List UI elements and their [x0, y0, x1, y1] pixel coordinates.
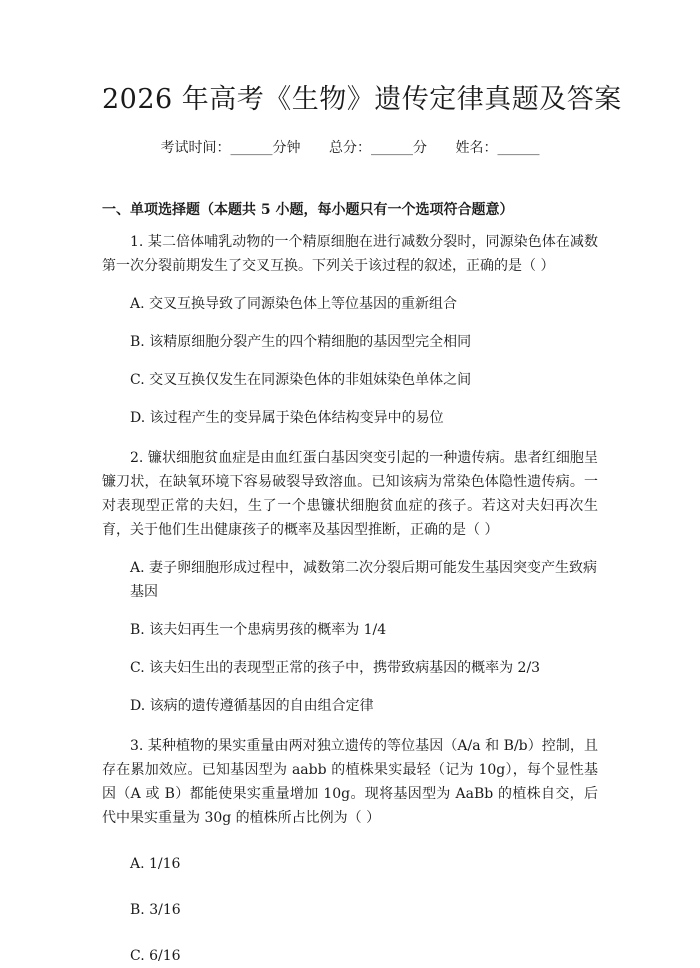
option-a: A. 1/16	[130, 856, 181, 872]
time-unit: 分钟	[272, 140, 301, 156]
option-c: C. 交叉互换仅发生在同源染色体的非姐妹染色单体之间	[130, 372, 472, 388]
option-c: C. 该夫妇生出的表现型正常的孩子中，携带致病基因的概率为 2/3	[130, 660, 541, 676]
question-block	[102, 230, 598, 430]
option-b: B. 3/16	[130, 902, 181, 918]
time-blank: ______	[230, 140, 273, 156]
exam-score	[329, 140, 427, 156]
option-d: D. 该病的遗传遵循基因的自由组合定律	[130, 698, 374, 714]
score-blank: ______	[371, 140, 413, 156]
option-a: A. 交叉互换导致了同源染色体上等位基因的重新组合	[130, 296, 458, 312]
page-title: 2026 年高考《生物》遗传定律真题及答案	[102, 84, 622, 115]
score-label: 总分：	[329, 140, 371, 156]
question-block	[102, 446, 598, 718]
option-b: B. 该精原细胞分裂产生的四个精细胞的基因型完全相同	[130, 334, 472, 350]
question-block	[102, 734, 598, 968]
option-a: A. 妻子卵细胞形成过程中，减数第二次分裂后期可能发生基因突变产生致病基因	[130, 560, 598, 600]
name-label: 姓名：	[455, 140, 498, 156]
time-label: 考试时间：	[160, 140, 231, 156]
option-b: B. 该夫妇再生一个患病男孩的概率为 1/4	[130, 622, 387, 638]
question-stem: 3. 某种植物的果实重量由两对独立遗传的等位基因（A/a 和 B/b）控制，且存在累加效应。已知基因型为 aabb 的植株果实最轻（记为 10g），每个显性基因（A 或 B）都能使果实重量增加 10g。现将基因型为 AaBb 的植株自交，后代中果实重量为 30g 的植株所占比例为（ ）	[102, 738, 598, 826]
option-d: D. 该过程产生的变异属于染色体结构变异中的易位	[130, 410, 444, 426]
section-heading: 一、单项选择题（本题共 5 小题，每小题只有一个选项符合题意）	[102, 202, 514, 218]
question-stem: 1. 某二倍体哺乳动物的一个精原细胞在进行减数分裂时，同源染色体在减数第一次分裂前期发生了交叉互换。下列关于该过程的叙述，正确的是（ ）	[102, 234, 598, 274]
exam-time	[161, 140, 301, 156]
exam-meta	[102, 138, 598, 158]
score-unit: 分	[413, 140, 427, 156]
question-stem: 2. 镰状细胞贫血症是由血红蛋白基因突变引起的一种遗传病。患者红细胞呈镰刀状，在缺氧环境下容易破裂导致溶血。已知该病为常染色体隐性遗传病。一对表现型正常的夫妇，生了一个患镰状细胞贫血症的孩子。若这对夫妇再次生育，关于他们生出健康孩子的概率及基因型推断，正确的是（ ）	[102, 450, 598, 538]
exam-name	[455, 140, 539, 156]
option-c: C. 6/16	[130, 948, 181, 964]
name-blank: ______	[497, 140, 540, 156]
